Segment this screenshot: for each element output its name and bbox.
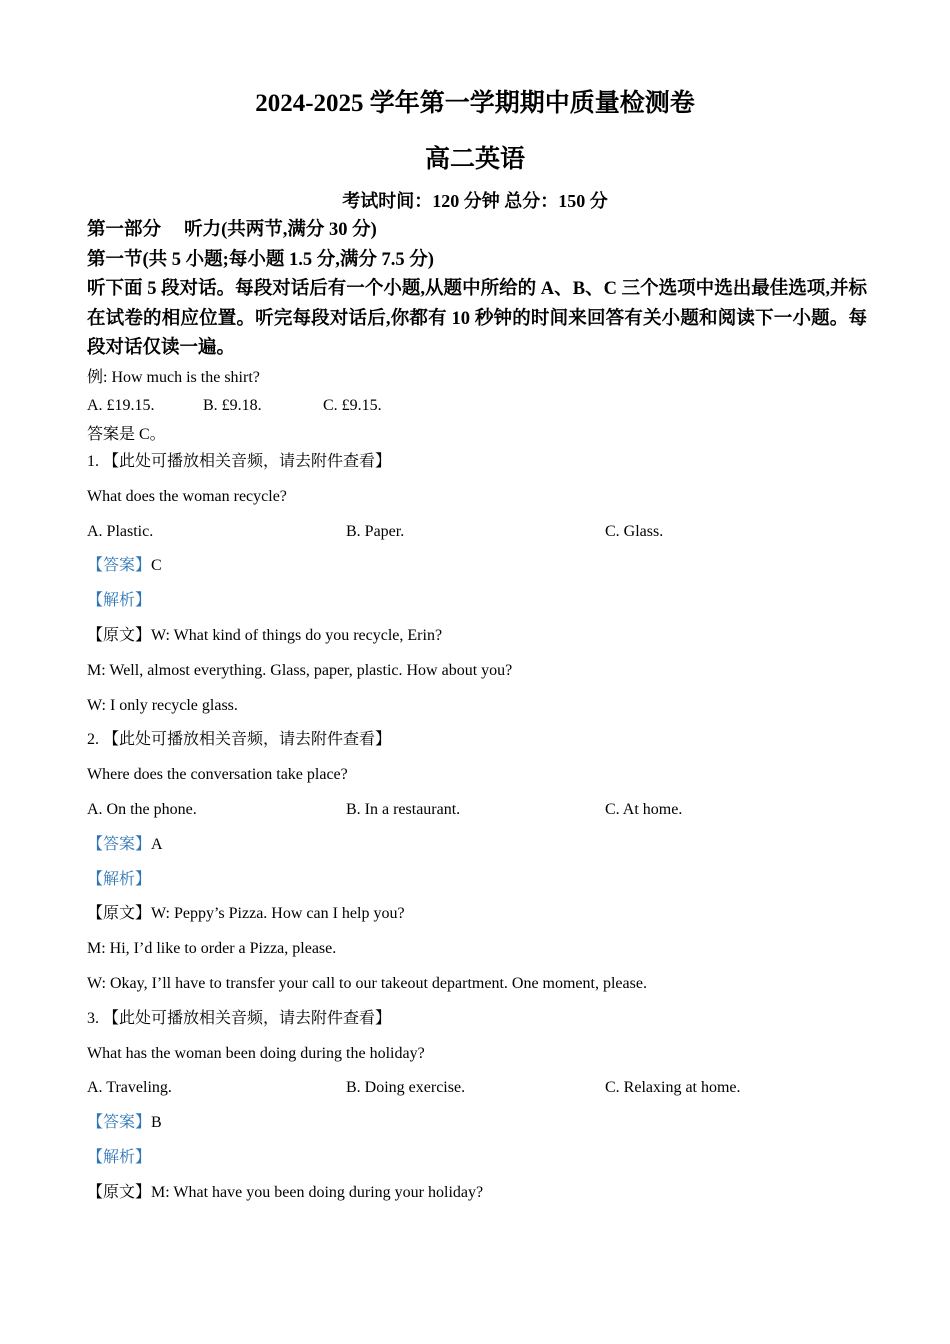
option-b: B. Paper.: [346, 522, 405, 540]
subject-title: 高二英语: [424, 146, 525, 173]
questions-list: [87, 448, 867, 1214]
option-b: B. Doing exercise.: [346, 1079, 466, 1097]
example-option-b: B. £9.18.: [203, 397, 262, 414]
transcript-line: [87, 900, 867, 935]
option-c: C. At home.: [605, 800, 683, 818]
answer-tag: 【答案】: [87, 1114, 152, 1132]
example-answer: 答案是 C。: [87, 425, 166, 443]
transcript-text: M: What have you been doing during your holiday?: [151, 1183, 484, 1201]
analysis-tag: 【解析】: [87, 1148, 152, 1166]
options-row: [87, 1074, 867, 1109]
question-block: [87, 1005, 867, 1214]
transcript-text: W: Peppy’s Pizza. How can I help you?: [151, 905, 405, 923]
answer-value: B: [151, 1114, 162, 1132]
example-option-a: A. £19.15.: [87, 397, 155, 414]
answer-tag: 【答案】: [87, 557, 152, 575]
transcript-tag: 【原文】: [87, 1183, 152, 1201]
document-title: 2024-2025 学年第一学期期中质量检测卷: [255, 90, 695, 117]
question-block: [87, 726, 867, 1004]
transcript-text: W: What kind of things do you recycle, Erin?: [151, 626, 443, 644]
directions-text: 听下面 5 段对话。每段对话后有一个小题,从题中所给的 A、B、C 三个选项中选出最佳选项,并标在试卷的相应位置。听完每段对话后,你都有 10 秒钟的时间来回答有关小题和阅读下一小题。每段对话仅读一遍。: [87, 279, 867, 358]
option-c: C. Relaxing at home.: [605, 1079, 741, 1097]
transcript-line: [87, 622, 867, 657]
option-a: A. Plastic.: [87, 522, 154, 540]
option-b: B. In a restaurant.: [346, 800, 461, 818]
transcript-tag: 【原文】: [87, 905, 152, 923]
answer-tag: 【答案】: [87, 835, 152, 853]
part1-instructions: [87, 216, 867, 449]
audio-note[interactable]: 1. 【此处可播放相关音频，请去附件查看】: [87, 453, 392, 470]
part1-heading: 第一部分 听力(共两节,满分 30 分): [87, 220, 377, 240]
option-a: A. Traveling.: [87, 1079, 172, 1097]
example-question: 例: How much is the shirt?: [87, 368, 260, 386]
section1-heading: 第一节(共 5 小题;每小题 1.5 分,满分 7.5 分): [87, 249, 434, 270]
analysis-line: [87, 1144, 867, 1179]
analysis-tag: 【解析】: [87, 870, 152, 888]
question-text: Where does the conversation take place?: [87, 766, 348, 784]
example-option-c: C. £9.15.: [323, 397, 382, 414]
analysis-line: [87, 866, 867, 901]
question-text: What has the woman been doing during the holiday?: [87, 1044, 425, 1062]
transcript-tag: 【原文】: [87, 626, 152, 644]
example-options: [87, 392, 867, 421]
transcript-line: W: Okay, I’ll have to transfer your call to our takeout department. One moment, please.: [87, 974, 647, 992]
analysis-tag: 【解析】: [87, 592, 152, 610]
answer-value: C: [151, 557, 162, 575]
question-text: What does the woman recycle?: [87, 487, 287, 505]
transcript-line: [87, 1179, 867, 1214]
analysis-line: [87, 587, 867, 622]
option-c: C. Glass.: [605, 522, 664, 540]
answer-line: [87, 831, 867, 866]
audio-note[interactable]: 3. 【此处可播放相关音频，请去附件查看】: [87, 1009, 392, 1027]
options-row: [87, 796, 867, 831]
transcript-line: M: Hi, I’d like to order a Pizza, please.: [87, 940, 337, 958]
transcript-line: M: Well, almost everything. Glass, paper, plastic. How about you?: [87, 661, 513, 679]
exam-info: 考试时间：120 分钟 总分：150 分: [342, 191, 608, 211]
answer-value: A: [151, 835, 163, 853]
answer-line: [87, 552, 867, 587]
transcript-line: W: I only recycle glass.: [87, 696, 238, 714]
audio-note[interactable]: 2. 【此处可播放相关音频，请去附件查看】: [87, 731, 392, 749]
options-row: [87, 518, 867, 553]
option-a: A. On the phone.: [87, 800, 197, 818]
question-block: [87, 448, 867, 726]
answer-line: [87, 1109, 867, 1144]
